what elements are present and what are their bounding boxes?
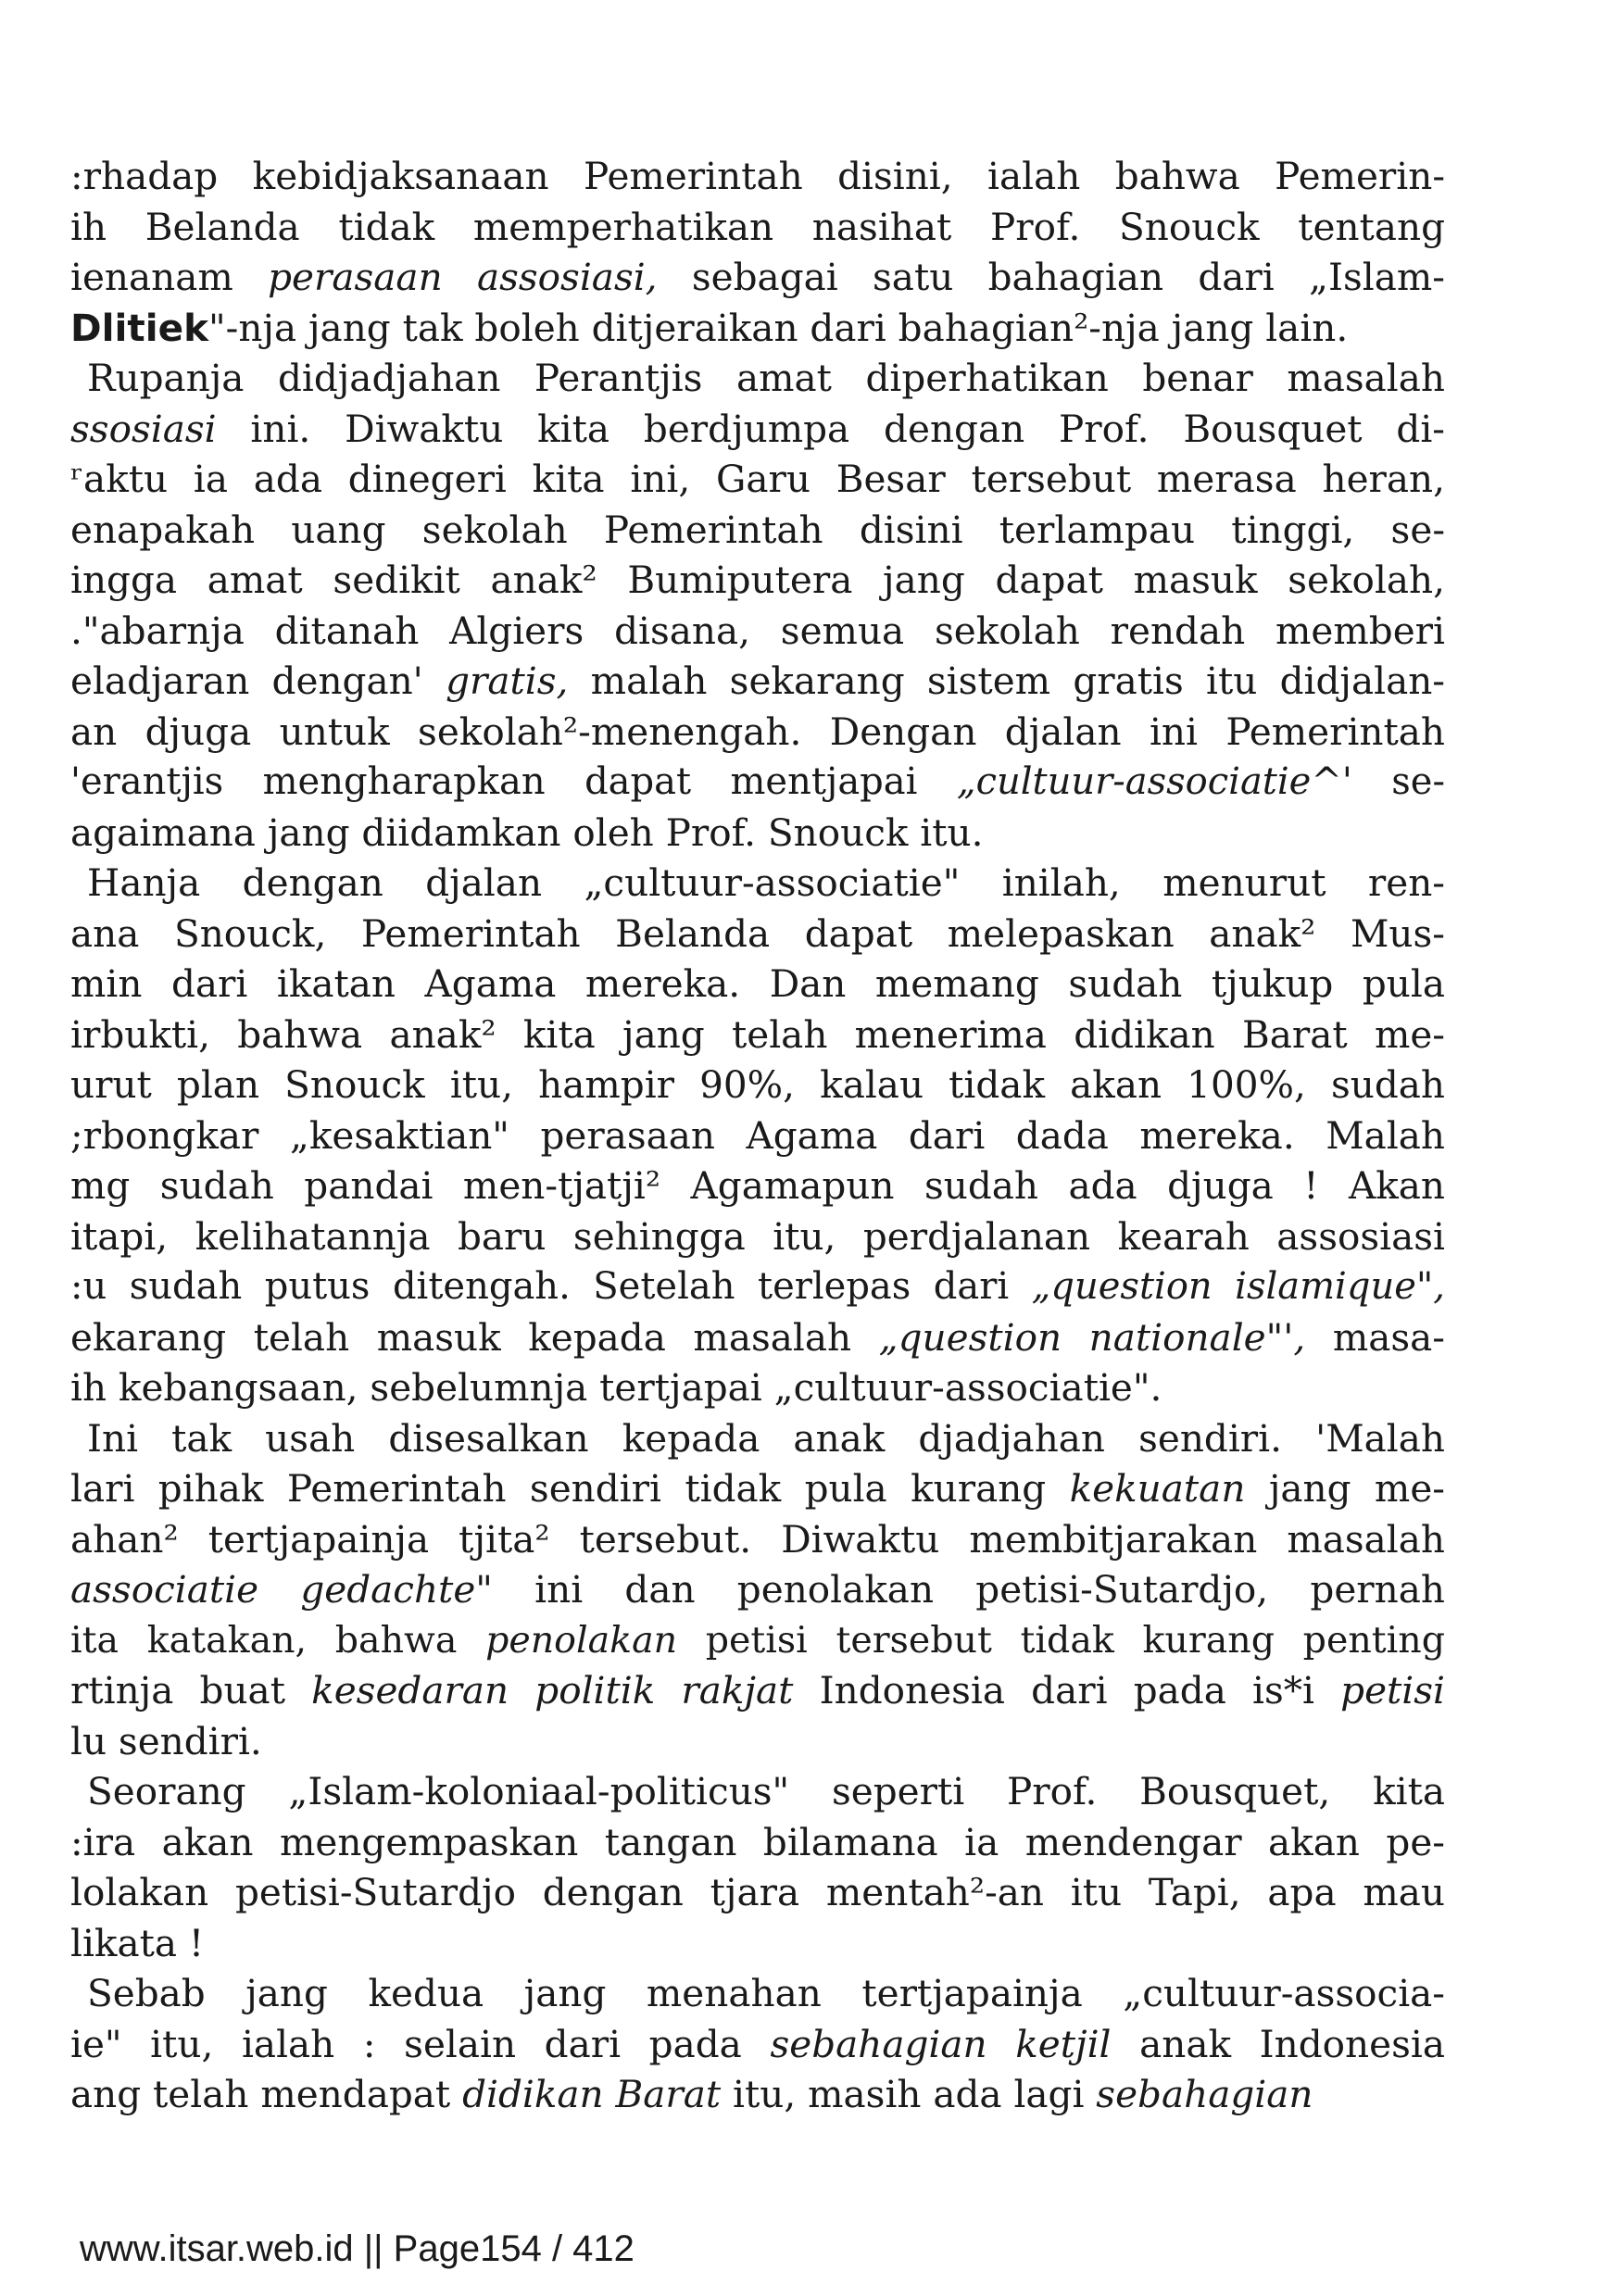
text-segment: ang telah mendapat	[70, 2072, 463, 2116]
text-line	[70, 757, 1445, 808]
text-line	[70, 1161, 1445, 1211]
text-line	[70, 1010, 1445, 1060]
text-segment: se-	[1351, 760, 1445, 803]
text-line	[70, 1615, 1445, 1666]
text-segment: eladjaran dengan'	[70, 659, 446, 703]
body-text	[70, 151, 1445, 2120]
text-segment: ingga amat sedikit anak² Bumiputera jang dapat masuk sekolah,	[70, 558, 1445, 602]
text-segment: "-nja jang tak boleh ditjeraikan dari bahagian²-nja jang lain.	[208, 305, 1349, 350]
text-segment: ."abarnja ditanah Algiers disana, semua sekolah rendah memberi	[70, 608, 1445, 653]
text-line	[70, 404, 1445, 455]
text-line	[70, 2069, 1445, 2120]
text-segment: ih kebangsaan, sebelumnja tertjapai „cultuur-associatie".	[70, 1365, 1162, 1410]
italic-text: „cultuur-associatie^'	[956, 760, 1352, 803]
text-segment: jang me-	[1245, 1466, 1445, 1511]
text-line	[70, 1312, 1445, 1363]
italic-text: petisi	[1340, 1668, 1445, 1713]
text-segment: ini. Diwaktu kita berdjumpa dengan Prof. Bousquet di-	[216, 406, 1445, 451]
text-line	[70, 909, 1445, 960]
text-segment: ana Snouck, Pemerintah Belanda dapat melepaskan anak² Mus-	[70, 910, 1445, 956]
text-line	[70, 1716, 1445, 1767]
text-line	[70, 2019, 1445, 2070]
text-segment: anak Indonesia	[1111, 2021, 1445, 2066]
text-line	[70, 959, 1445, 1010]
italic-text: associatie gedachte"	[70, 1567, 493, 1612]
text-line	[70, 454, 1445, 505]
italic-text: penolakan	[485, 1618, 678, 1662]
text-segment: :u sudah putus ditengah. Setelah terlepas dari	[70, 1265, 1032, 1308]
text-line	[70, 1867, 1445, 1918]
italic-text: „question nationale"',	[878, 1314, 1306, 1360]
text-line	[70, 1463, 1445, 1514]
text-segment: ienanam	[70, 255, 269, 299]
text-segment: rtinja buat	[70, 1668, 312, 1713]
italic-text: didikan Barat	[462, 2072, 722, 2116]
text-line	[70, 808, 1445, 859]
text-segment: ;rbongkar „kesaktian" perasaan Agama dari dada mereka. Malah	[70, 1112, 1445, 1158]
text-line	[70, 1665, 1445, 1716]
text-line	[70, 555, 1445, 606]
text-segment: Rupanja didjadjahan Perantjis amat diperhatikan benar masalah	[87, 356, 1445, 400]
text-line	[70, 303, 1445, 354]
text-segment: ini dan penolakan petisi-Sutardjo, pernah	[492, 1567, 1445, 1612]
text-segment: sebagai satu bahagian dari „Islam-	[657, 255, 1445, 299]
text-segment: lolakan petisi-Sutardjo dengan tjara mentah²-an itu Tapi, apa mau	[70, 1870, 1445, 1914]
text-segment: ekarang telah masuk kepada masalah	[70, 1314, 879, 1360]
text-segment: an djuga untuk sekolah²-menengah. Dengan djalan ini Pemerintah	[70, 709, 1445, 754]
text-segment: ih Belanda tidak memperhatikan nasihat Prof. Snouck tentang	[70, 204, 1445, 249]
text-segment: malah sekarang sistem gratis itu didjalan-	[568, 659, 1445, 703]
text-segment: Ini tak usah disesalkan kepada anak djadjahan sendiri. 'Malah	[87, 1415, 1445, 1461]
text-line	[70, 1060, 1445, 1110]
italic-text: kekuatan	[1069, 1466, 1246, 1511]
text-line	[70, 1261, 1445, 1312]
text-segment: lari pihak Pemerintah sendiri tidak pula kurang	[70, 1466, 1070, 1511]
text-segment: petisi tersebut tidak kurang penting	[677, 1618, 1445, 1662]
text-segment: Hanja dengan djalan „cultuur-associatie" inilah, menurut ren-	[87, 860, 1445, 905]
text-segment: ie" itu, ialah : selain dari pada	[70, 2021, 771, 2066]
text-segment: ita katakan, bahwa	[70, 1618, 486, 1662]
text-segment: itapi, kelihatannja baru sehingga itu, perdjalanan kearah assosiasi	[70, 1213, 1445, 1259]
text-line	[70, 353, 1445, 404]
text-segment: masa-	[1305, 1314, 1445, 1360]
text-line	[70, 1766, 1445, 1817]
text-segment: itu, masih ada lagi	[721, 2072, 1097, 2116]
text-line	[70, 1514, 1445, 1565]
text-line	[70, 707, 1445, 758]
text-segment: min dari ikatan Agama mereka. Dan memang sudah tjukup pula	[70, 961, 1445, 1006]
text-line	[70, 1413, 1445, 1464]
text-line	[70, 656, 1445, 707]
text-segment: ahan² tertjapainja tjita² tersebut. Diwaktu membitjarakan masalah	[70, 1516, 1445, 1562]
text-line	[70, 1817, 1445, 1868]
text-segment: irbukti, bahwa anak² kita jang telah menerima didikan Barat me-	[70, 1011, 1445, 1057]
text-segment: :rhadap kebidjaksanaan Pemerintah disini, ialah bahwa Pemerin-	[70, 154, 1445, 198]
italic-text: ssosiasi	[70, 406, 217, 451]
text-segment: likata !	[70, 1920, 205, 1965]
text-segment: Sebab jang kedua jang menahan tertjapainja „cultuur-associa-	[87, 1971, 1445, 2015]
italic-text: „question islamique",	[1031, 1265, 1445, 1308]
text-segment: :ira akan mengempaskan tangan bilamana ia mendengar akan pe-	[70, 1819, 1445, 1864]
text-line	[70, 1968, 1445, 2019]
text-segment: enapakah uang sekolah Pemerintah disini terlampau tinggi, se-	[70, 507, 1445, 552]
italic-text: sebahagian	[1096, 2072, 1313, 2116]
italic-text: gratis,	[446, 659, 569, 703]
italic-text: perasaan assosiasi,	[268, 255, 658, 299]
text-line	[70, 202, 1445, 253]
bold-text: Dlitiek	[70, 305, 209, 350]
text-line	[70, 1211, 1445, 1262]
page-footer: www.itsar.web.id || Page154 / 412	[80, 2228, 635, 2269]
text-line	[70, 252, 1445, 303]
text-segment: lu sendiri.	[70, 1718, 262, 1763]
text-segment: Seorang „Islam-koloniaal-politicus" seperti Prof. Bousquet, kita	[87, 1769, 1445, 1813]
text-segment: agaimana jang diidamkan oleh Prof. Snouck itu.	[70, 809, 984, 855]
text-line	[70, 1362, 1445, 1413]
text-line	[70, 1110, 1445, 1161]
text-segment: urut plan Snouck itu, hampir 90%, kalau tidak akan 100%, sudah	[70, 1062, 1445, 1107]
text-segment: ʳaktu ia ada dinegeri kita ini, Garu Besar tersebut merasa heran,	[70, 457, 1445, 501]
text-segment: Indonesia dari pada is*i	[793, 1668, 1341, 1713]
text-line	[70, 858, 1445, 909]
text-segment: 'erantjis mengharapkan dapat mentjapai	[70, 760, 957, 803]
text-line	[70, 151, 1445, 202]
text-line	[70, 505, 1445, 556]
text-line	[70, 1918, 1445, 1969]
italic-text: kesedaran politik rakjat	[311, 1668, 794, 1713]
text-line	[70, 1564, 1445, 1615]
text-segment: mg sudah pandai men-tjatji² Agamapun sudah ada djuga ! Akan	[70, 1163, 1445, 1208]
italic-text: sebahagian ketjil	[770, 2021, 1112, 2066]
text-line	[70, 606, 1445, 657]
